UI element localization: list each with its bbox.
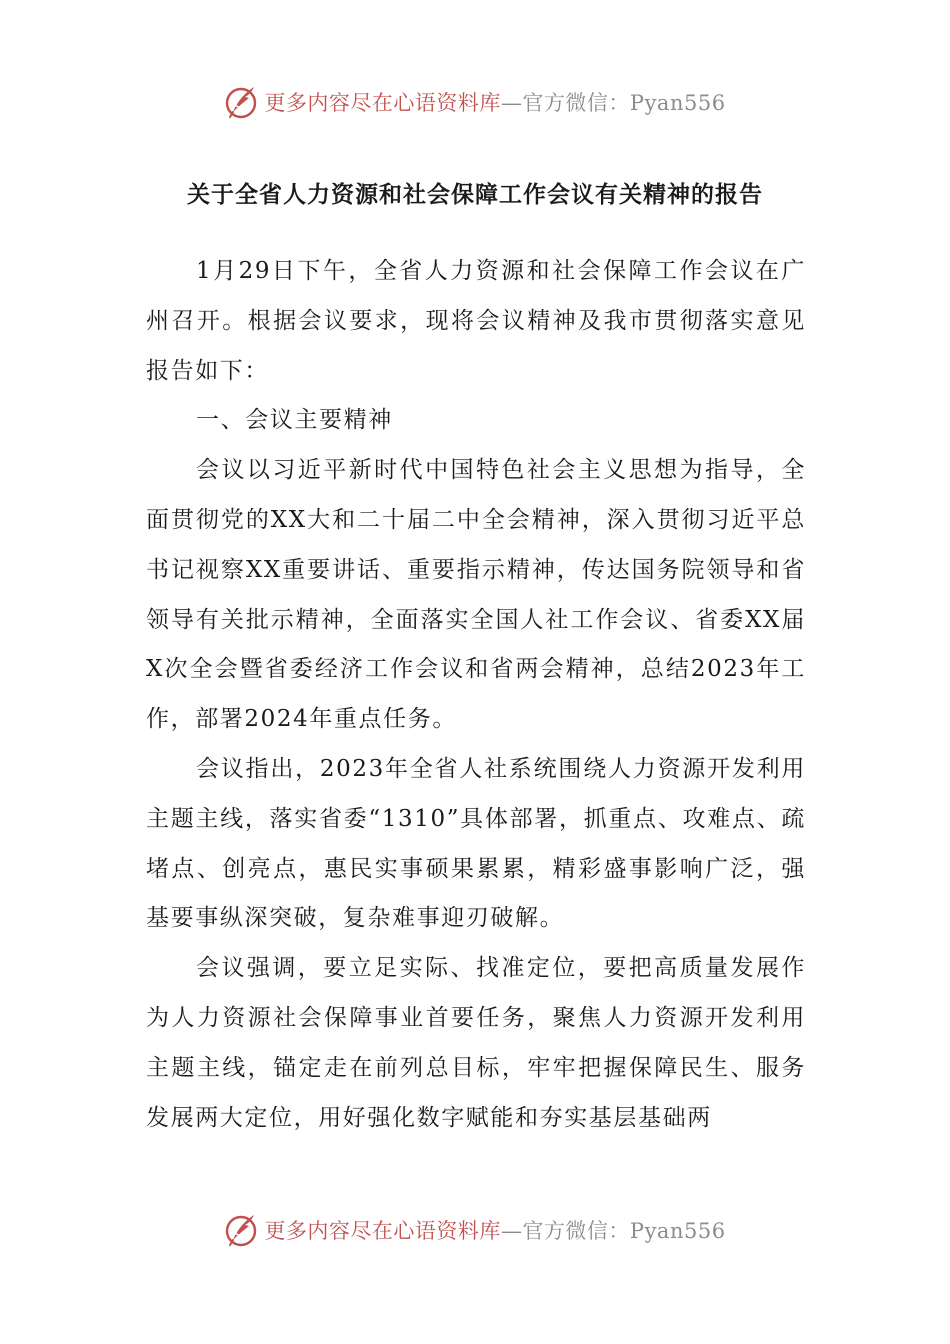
quill-logo-icon [224,1212,260,1248]
document-body [146,247,806,1143]
watermark-dash: — [500,91,523,115]
footer-watermark [0,1210,950,1250]
watermark-site: 更多内容尽在心语资料库 [264,1219,501,1243]
paragraph-guidance: 会议以习近平新时代中国特色社会主义思想为指导，全面贯彻党的XX大和二十届二中全会精神，深入贯彻习近平总书记视察XX重要讲话、重要指示精神，传达国务院领导和省领导有关批示精神，全面落实全国人社工作会议、省委XX届X次全会暨省委经济工作会议和省两会精神，总结2023年工作，部署2024年重点任务。 [146,457,806,733]
paragraph-review: 会议指出，2023年全省人社系统围绕人力资源开发利用主题主线，落实省委“1310”具体部署，抓重点、攻难点、疏堵点、创亮点，惠民实事硕果累累，精彩盛事影响广泛，强基要事纵深突破，复杂难事迎刃破解。 [146,755,806,932]
section-heading: 一、会议主要精神 [196,407,393,434]
header-watermark [0,82,950,122]
watermark-site: 更多内容尽在心语资料库 [264,91,501,115]
watermark-wechat: 官方微信：Pyan556 [522,91,726,115]
watermark-dash: — [500,1219,523,1243]
paragraph-emphasis: 会议强调，要立足实际、找准定位，要把高质量发展作为人力资源社会保障事业首要任务，聚焦人力资源开发利用主题主线，锚定走在前列总目标，牢牢把握保障民生、服务发展两大定位，用好强化数字赋能和夯实基层基础两 [146,955,806,1131]
watermark-text [264,1215,725,1245]
paragraph-intro: 1月29日下午，全省人力资源和社会保障工作会议在广州召开。根据会议要求，现将会议精神及我市贯彻落实意见报告如下： [146,258,806,384]
quill-logo-icon [224,84,260,120]
watermark-text [264,87,725,117]
watermark-wechat: 官方微信：Pyan556 [522,1219,726,1243]
document-title: 关于全省人力资源和社会保障工作会议有关精神的报告 [187,182,763,208]
